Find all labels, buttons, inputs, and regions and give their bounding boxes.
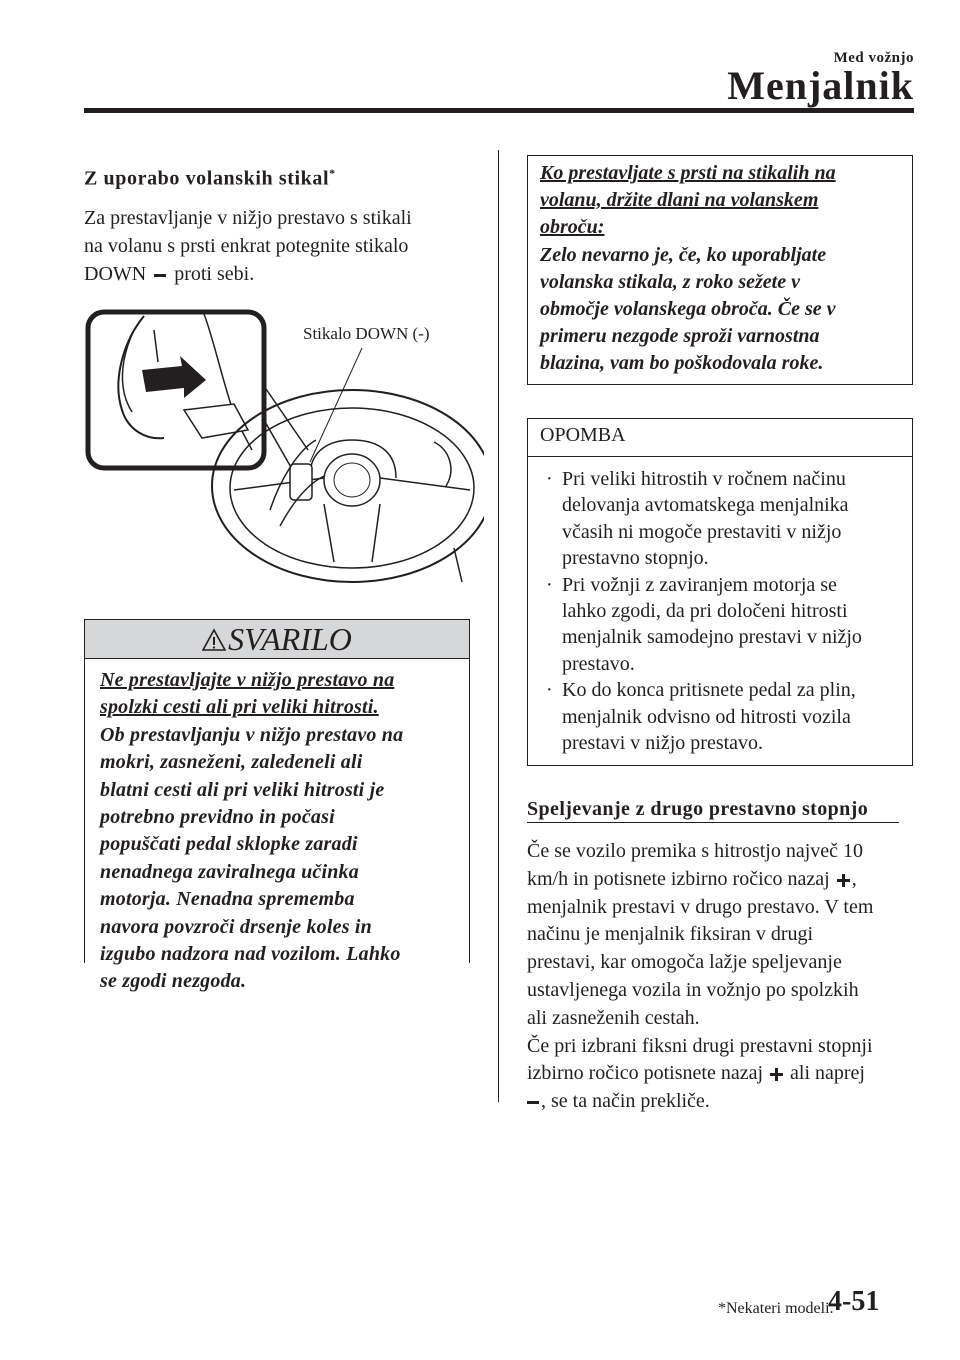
second-gear-text: Če se vozilo premika s hitrostjo največ 10 km/h in potisnete izbirno ročico nazaj , menjalnik prestavi v drugo prestavo. V tem načinu je menjalnik fiksiran v drugi prestavi, kar omogoča lažje speljevanje ustavljenega vozila in vožnjo po spolzkih ali zasneženih cestah. Če pri izbrani fiksni drugi prestavni stopnji izbirno ročico potisnete nazaj ali naprej , se ta način prekliče. [527,840,874,1113]
minus-icon [527,1101,539,1104]
warning-title: SVARILO [85,620,469,658]
note-title: OPOMBA [540,424,626,446]
warning-header [85,619,469,659]
page-number: 4-51 [828,1286,880,1317]
plus-icon [837,874,850,887]
plus-icon [770,1068,783,1081]
warning-text: Ne prestavljajte v nižjo prestavo na spolzki cesti ali pri veliki hitrosti. Ob prestavljanju v nižjo prestavo na mokri, zasneženi, zaledeneli ali blatni cesti ali pri veliki hitrosti je potrebno previdno in počasi popuščati pedal sklopke zaradi nenadnega zaviralnega učinka motorja. Nenadna sprememba navora povzroči drsenje koles in izgubo nadzora nad vozilom. Lahko se zgodi nezgoda. [100,669,404,993]
second-gear-heading: Speljevanje z drugo prestavno stopnjo [527,798,869,820]
footnote: *Nekateri modeli. [718,1300,834,1317]
caution-text: Ko prestavljate s prsti na stikalih na volanu, držite dlani na volanskem obroču: Zelo nevarno je, če, ko uporabljate volanska stikala, z roko sežete v območje volanskega obroča. Če se v primeru nezgode sproži varnostna blazina, vam bo poškodovala roke. [540,162,836,375]
chapter-title: Menjalnik [727,63,914,108]
steering-wheel-figure [84,300,484,600]
section-title: Med vožnjo [833,50,914,66]
header-rule [84,108,914,113]
minus-icon [154,274,166,277]
figure-label: Stikalo DOWN (-) [303,324,430,343]
list-item: · Pri veliki hitrostih v ročnem načinu delovanja avtomatskega menjalnika včasih ni mogoče prestaviti v nižjo prestavno stopnjo. [546,468,849,570]
note-list [540,466,906,756]
paddle-instructions: Za prestavljanje v nižjo prestavo s stikali na volanu s prsti enkrat potegnite stikalo DOWN proti sebi. [84,207,412,285]
list-item: · Pri vožnji z zaviranjem motorja se lahko zgodi, da pri določeni hitrosti menjalnik samodejno prestavi v nižjo prestavo. [546,573,862,675]
column-divider [498,150,499,1102]
heading-underline [527,822,899,823]
list-item: · Ko do konca pritisnete pedal za plin, menjalnik odvisno od hitrosti vozila prestavi v nižjo prestavo. [546,679,856,755]
warning-triangle-icon [202,628,226,652]
note-header-rule [527,456,913,457]
section-heading: Z uporabo volanskih stikal* [84,166,336,190]
